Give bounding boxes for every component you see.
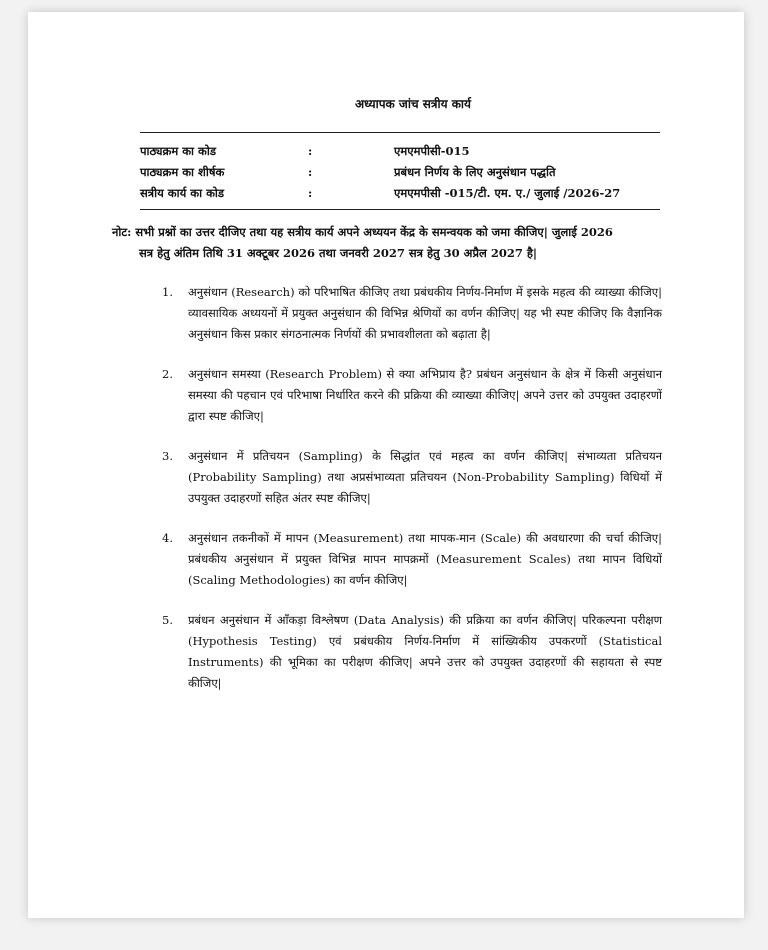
question-number: 5. — [162, 613, 173, 627]
course-code-value: एमएमपीसी-015 — [394, 144, 470, 158]
question-item — [112, 528, 680, 591]
question-number: 3. — [162, 449, 173, 463]
separator-colon: : — [308, 165, 313, 179]
question-list — [112, 282, 680, 694]
assignment-code-label: सत्रीय कार्य का कोड — [140, 186, 225, 200]
question-text: प्रबंधन अनुसंधान में आँकड़ा विश्लेषण (Data Analysis) की प्रक्रिया का वर्णन कीजिए| परिकल्पना परीक्षण (Hypothesis Testing) एवं प्रबंधकीय निर्णय-निर्माण में सांख्यिकीय उपकरणों (Statistical Instruments) की भूमिका का परीक्षण कीजिए| अपने उत्तर को उपयुक्त उदाहरणों की सहायता से स्पष्ट कीजिए| — [188, 613, 662, 690]
question-item — [112, 610, 680, 694]
question-text: अनुसंधान में प्रतिचयन (Sampling) के सिद्धांत एवं महत्व का वर्णन कीजिए| संभाव्यता प्रतिचयन (Probability Sampling) तथा अप्रसंभाव्यता प्रतिचयन (Non-Probability Sampling) विधियों में उपयुक्त उदाहरणों सहित अंतर स्पष्ट कीजिए| — [188, 449, 662, 505]
question-number: 1. — [162, 285, 173, 299]
assignment-code-value: एमएमपीसी -015/टी. एम. ए./ जुलाई /2026-27 — [394, 186, 621, 200]
question-text: अनुसंधान तकनीकों में मापन (Measurement) तथा मापक-मान (Scale) की अवधारणा की चर्चा कीजिए| प्रबंधकीय अनुसंधान में प्रयुक्त विभिन्न मापन मापक्रमों (Measurement Scales) तथा मापन विधियों (Scaling Methodologies) का वर्णन कीजिए| — [188, 531, 662, 587]
assignment-code-row — [140, 183, 660, 204]
document-title: अध्यापक जांच सत्रीय कार्य — [354, 97, 472, 111]
question-item — [112, 282, 680, 345]
question-item — [112, 446, 680, 509]
question-text: अनुसंधान समस्या (Research Problem) से क्या अभिप्राय है? प्रबंधन अनुसंधान के क्षेत्र में किसी अनुसंधान समस्या की पहचान एवं परिभाषा निर्धारित करने की प्रक्रिया की व्याख्या कीजिए| अपने उत्तर को उपयुक्त उदाहरणों द्वारा स्पष्ट कीजिए| — [188, 367, 662, 423]
document-page — [28, 12, 744, 918]
document-content — [112, 96, 680, 713]
course-info-table — [140, 132, 660, 210]
note-line-2: सत्र हेतु अंतिम तिथि 31 अक्टूबर 2026 तथा जनवरी 2027 सत्र हेतु 30 अप्रैल 2027 है| — [139, 246, 538, 260]
note-line-1: नोट: सभी प्रश्नों का उत्तर दीजिए तथा यह सत्रीय कार्य अपने अध्ययन केंद्र के समन्वयक को जमा कीजिए| जुलाई 2026 — [112, 225, 613, 239]
question-item — [112, 364, 680, 427]
course-title-label: पाठ्यक्रम का शीर्षक — [140, 165, 225, 179]
submission-note — [112, 222, 680, 264]
question-number: 2. — [162, 367, 173, 381]
course-code-label: पाठ्यक्रम का कोड — [140, 144, 216, 158]
separator-colon: : — [308, 186, 313, 200]
course-title-value: प्रबंधन निर्णय के लिए अनुसंधान पद्धति — [394, 165, 556, 179]
question-number: 4. — [162, 531, 173, 545]
separator-colon: : — [308, 144, 313, 158]
question-text: अनुसंधान (Research) को परिभाषित कीजिए तथा प्रबंधकीय निर्णय-निर्माण में इसके महत्व की व्याख्या कीजिए| व्यावसायिक अध्ययनों में प्रयुक्त अनुसंधान की विभिन्न श्रेणियों का वर्णन कीजिए| यह भी स्पष्ट कीजिए कि वैज्ञानिक अनुसंधान किस प्रकार संगठनात्मक निर्णयों की प्रभावशीलता को बढ़ाता है| — [188, 285, 662, 341]
course-code-row — [140, 141, 660, 162]
course-title-row — [140, 162, 660, 183]
